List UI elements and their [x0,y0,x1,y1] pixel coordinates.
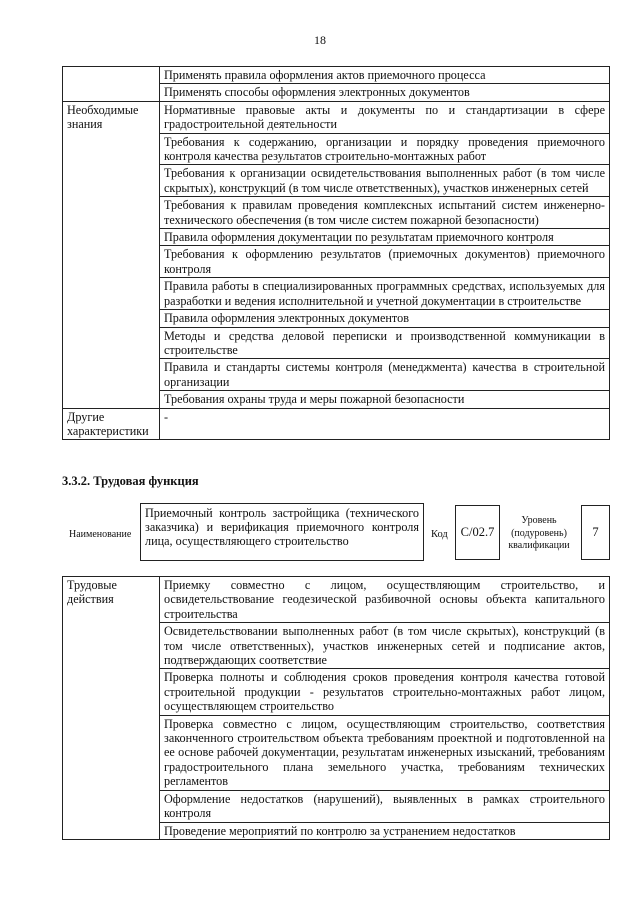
table-cell: Методы и средства деловой переписки и производственной коммуникации в строительстве [160,327,610,359]
table-row [63,408,610,440]
table-cell: Проверка полноты и соблюдения сроков проведения контроля качества готовой строительной продукции - результатов строительно-монтажных работ лицом, осуществляющем строительство [160,669,610,715]
table-cell: Правила оформления электронных документов [160,310,610,327]
level-value-box: 7 [581,505,610,560]
table-cell: Правила и стандарты системы контроля (менеджмента) качества в строительной организации [160,359,610,391]
knowledge-table [62,66,610,440]
table-cell: Правила работы в специализированных программных средствах, используемых для разработки и ведения исполнительной и учетной документации в строительстве [160,278,610,310]
table-row [63,577,610,623]
code-label: Код [431,529,448,540]
table-cell: Требования охраны труда и меры пожарной безопасности [160,391,610,408]
table-cell: Приемку совместно с лицом, осуществляющим строительство, и освидетельствование геодезической разбивочной основы объекта капитального строительства [160,577,610,623]
table-cell: Требования к оформлению результатов (приемочных документов) приемочного контроля [160,246,610,278]
section-title: 3.3.2. Трудовая функция [62,474,199,488]
row-label [63,67,160,102]
table-cell: Нормативные правовые акты и документы по и стандартизации в сфере градостроительной деятельности [160,101,610,133]
row-label: Другие характеристики [63,408,160,440]
page-number: 18 [314,33,326,47]
level-label: Уровень (подуровень) квалификации [508,515,570,551]
table-cell: Правила оформления документации по результатам приемочного контроля [160,229,610,246]
table-cell: Оформление недостатков (нарушений), выявленных в рамках строительного контроля [160,790,610,822]
code-value-box: C/02.7 [455,505,500,560]
labor-actions-table [62,576,610,840]
row-label: Трудовые действия [63,577,160,840]
table-cell: Проведение мероприятий по контролю за устранением недостатков [160,822,610,839]
table-cell: Применять способы оформления электронных документов [160,84,610,101]
table-cell: Требования к организации освидетельствования выполненных работ (в том числе скрытых), конструкций (в том числе ответственных), участков инженерных сетей [160,165,610,197]
table-cell: Требования к правилам проведения комплексных испытаний систем инженерно-технического обеспечения (в том числе систем пожарной безопасности) [160,197,610,229]
table-cell: Применять правила оформления актов приемочного процесса [160,67,610,84]
table-cell: Требования к содержанию, организации и порядку проведения приемочного контроля качества результатов строительно-монтажных работ [160,133,610,165]
row-label: Необходимые знания [63,101,160,408]
name-label: Наименование [69,529,132,540]
table-cell: Освидетельствовании выполненных работ (в том числе скрытых), конструкций (в том числе ответственных), участков инженерных сетей и подписание актов, подтверждающих соответствие [160,623,610,669]
table-cell: Проверка совместно с лицом, осуществляющим строительство, соответствия законченного строительством объекта требованиям проектной и подготовленной на ее основе рабочей документации, результатам инженерных изысканий, требованиям градостроительного плана земельного участка, требованиям технических регламентов [160,715,610,790]
table-cell: - [160,408,610,440]
function-name-box: Приемочный контроль застройщика (технического заказчика) и верификация приемочного контроля лица, осуществляющего строительство [140,503,424,561]
table-row [63,101,610,133]
table-row [63,67,610,84]
